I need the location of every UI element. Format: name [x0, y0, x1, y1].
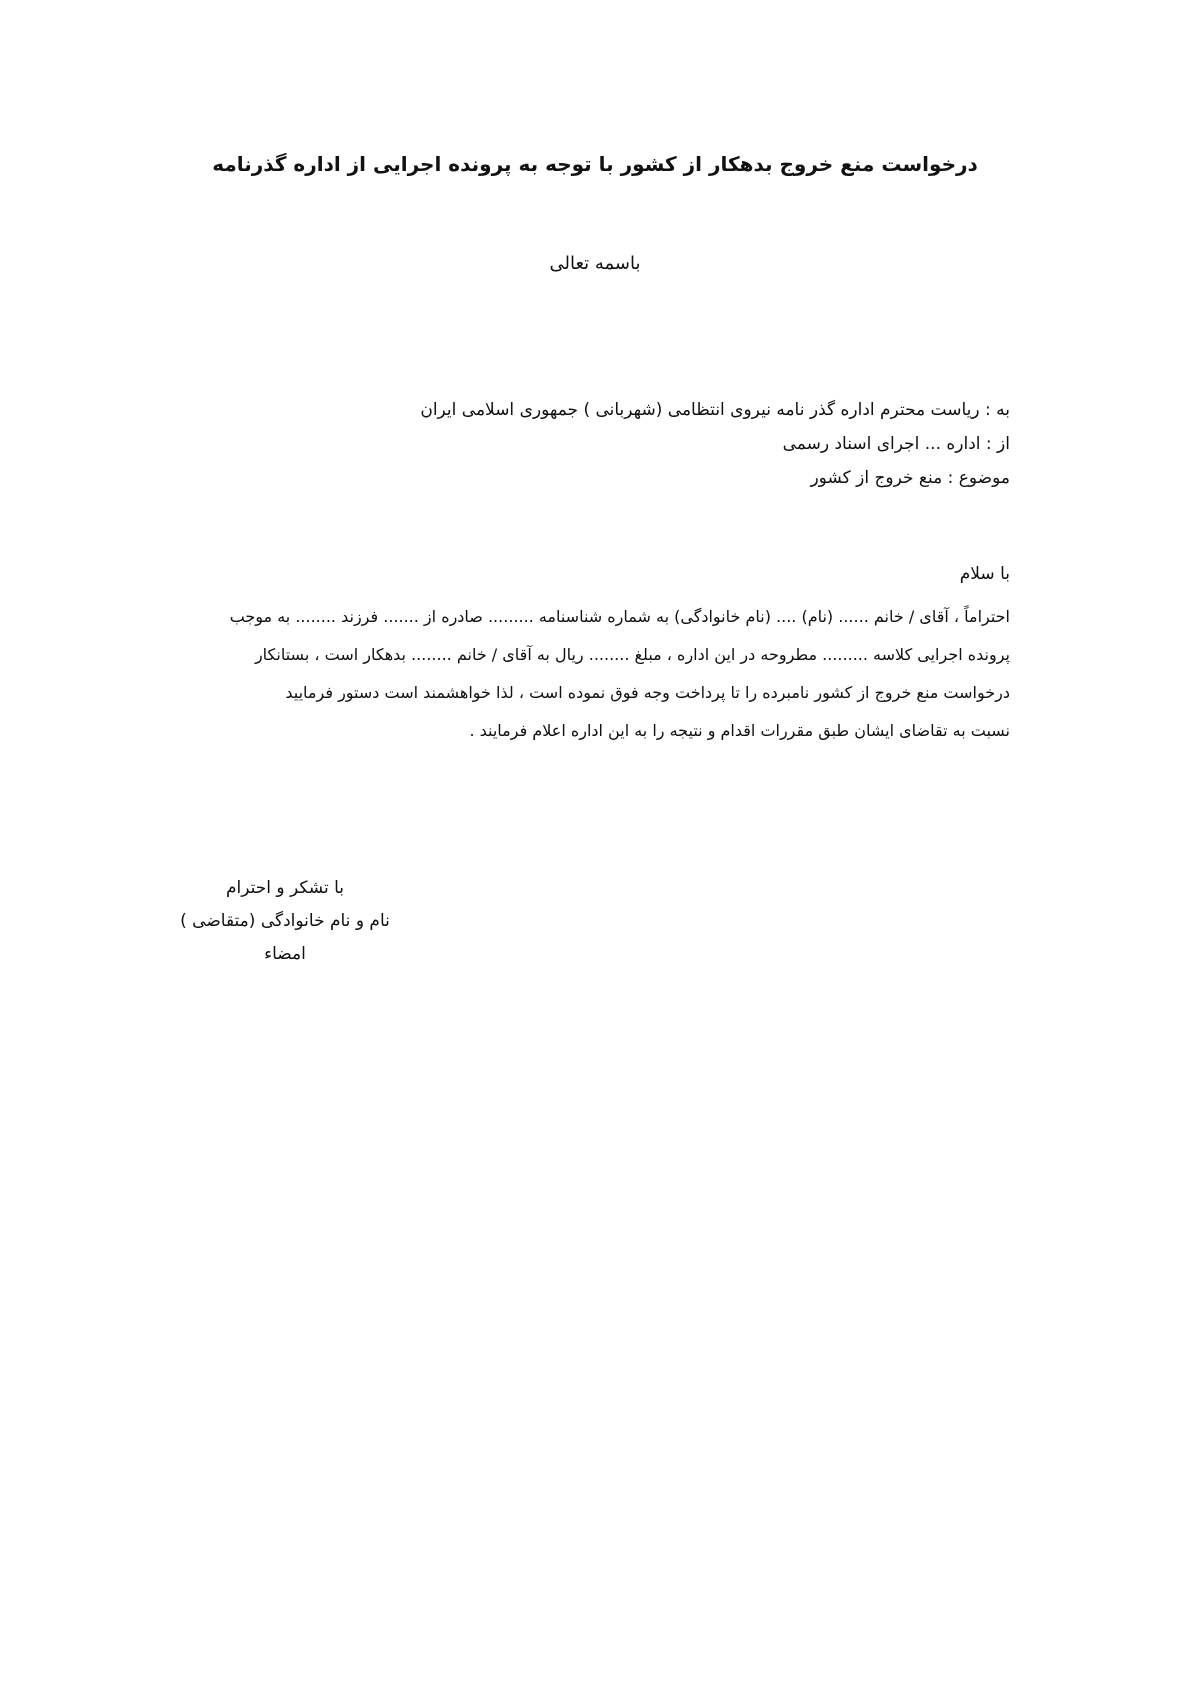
greeting-line: با سلام — [959, 564, 1010, 584]
body-line-2: پرونده اجرایی کلاسه ......... مطروحه در این اداره ، مبلغ ........ ریال به آقای / خانم ........ بدهکار است ، بستانکار — [254, 645, 1010, 664]
sender-line: از : اداره ... اجرای اسناد رسمی — [782, 434, 1010, 454]
letter-header — [250, 393, 1010, 495]
subject-line: موضوع : منع خروج از کشور — [810, 468, 1010, 488]
document-title: درخواست منع خروج بدهکار از کشور با توجه به پرونده اجرایی از اداره گذرنامه — [212, 152, 978, 176]
closing-thanks: با تشکر و احترام — [226, 878, 344, 898]
closing-name: نام و نام خانوادگی (متقاضی ) — [180, 911, 390, 931]
body-line-1: احتراماً ، آقای / خانم ...... (نام) .... (نام خانوادگی) به شماره شناسنامه ......... صادره از ....... فرزند ........ به موجب — [229, 607, 1010, 626]
basmala-heading: باسمه تعالی — [549, 253, 641, 274]
letter-body — [190, 598, 1010, 750]
closing-block — [170, 872, 400, 971]
body-line-4: نسبت به تقاضای ایشان طبق مقررات اقدام و نتیجه را به این اداره اعلام فرمایند . — [469, 721, 1010, 740]
closing-signature: امضاء — [264, 944, 306, 964]
body-line-3: درخواست منع خروج از کشور نامبرده را تا پرداخت وجه فوق نموده است ، لذا خواهشمند است دستور فرمایید — [285, 683, 1010, 702]
recipient-line: به : ریاست محترم اداره گذر نامه نیروی انتظامی (شهربانی ) جمهوری اسلامی ایران — [420, 400, 1010, 420]
